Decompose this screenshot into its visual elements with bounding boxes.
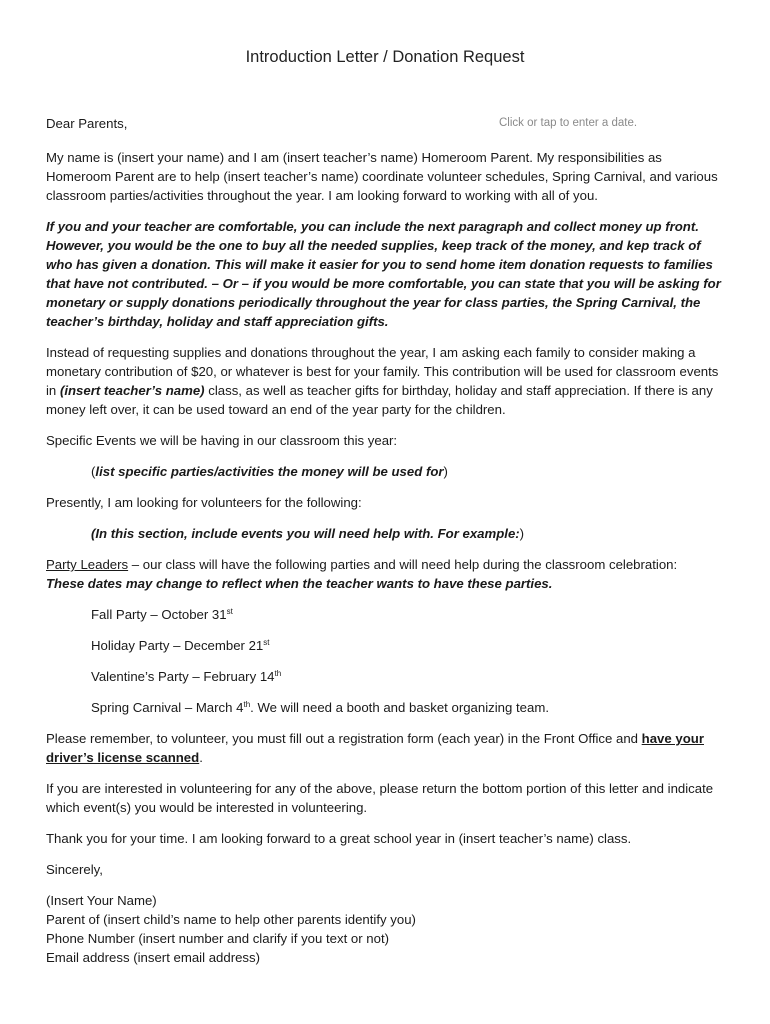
instruction-note: If you and your teacher are comfortable, you can include the next paragraph and collect money up front. However, you would be the one to buy all the needed supplies, keep track of the money, and kep track of who has given a donation. This will make it easier for you to send home item donation requests to families that have not contributed. – Or – if you would be more comfortable, you can state that you will be asking for monetary or supply donations periodically throughout the year for class parties, the Spring Carnival, the teacher’s birthday, holiday and staff appreciation gifts. [46,219,721,329]
party-item-suffix: th [243,700,251,709]
request-text-2: class, as well as teacher gifts for birthday, holiday and staff appreciation. If there is any money left over, it can be used toward an end of the year party for the children. [46,383,713,417]
teacher-name-placeholder: (insert teacher’s name) [59,383,205,398]
thanks-paragraph: Thank you for your time. I am looking forward to a great school year in (insert teacher’s name) class. [46,831,632,846]
party-leaders-text: – our class will have the following parties and will need help during the classroom celebration: [128,557,678,572]
party-item-text: Valentine’s Party – February 14 [91,669,275,684]
party-item-suffix: st [263,638,270,647]
signature-parent-of: Parent of (insert child’s name to help other parents identify you) [46,912,416,927]
interest-paragraph: If you are interested in volunteering for any of the above, please return the bottom portion of this letter and indicate which event(s) you would be interested in volunteering. [46,781,714,815]
donation-request-paragraph [46,343,722,419]
party-item-text: Holiday Party – December 21 [91,638,264,653]
letter-body [46,148,722,967]
date-picker-field[interactable]: Click or tap to enter a date. [499,117,638,129]
events-close-paren: ) [443,464,448,479]
volunteers-close-paren: ) [519,526,525,541]
party-item-suffix: st [226,607,233,616]
reminder-text-1: Please remember, to volunteer, you must fill out a registration form (each year) in the Front Office and [46,731,642,746]
events-list-placeholder [46,462,722,481]
party-item-text: Fall Party – October 31 [91,607,227,622]
events-intro: Specific Events we will be having in our classroom this year: [46,433,398,448]
reminder-paragraph [46,729,722,767]
intro-paragraph: My name is (insert your name) and I am (insert teacher’s name) Homeroom Parent. My responsibilities as Homeroom Parent are to help (insert teacher’s name) coordinate volunteer schedules, Spring Carnival, and various classroom parties/activities throughout the year. I am looking forward to working with all of you. [46,150,718,203]
volunteers-placeholder [46,524,722,543]
party-item [46,605,722,624]
salutation: Dear Parents, [46,116,128,131]
party-item [46,667,722,686]
events-item: list specific parties/activities the money will be used for [95,464,444,479]
party-leaders-paragraph [46,555,722,593]
party-item-text: Spring Carnival – March 4 [91,700,244,715]
signature-name: (Insert Your Name) [46,893,157,908]
reminder-emphasis: have your driver’s license scanned [46,731,704,765]
events-open-paren: ( [91,464,96,479]
signature-email: Email address (insert email address) [46,950,261,965]
volunteers-item: (In this section, include events you will need help with. For example: [91,526,520,541]
party-item-extra: . We will need a booth and basket organizing team. [250,700,549,715]
reminder-text-2: . [199,750,203,765]
party-leaders-note: These dates may change to reflect when the teacher wants to have these parties. [46,576,553,591]
request-text-1: Instead of requesting supplies and donations throughout the year, I am asking each family to consider making a monetary contribution of $20, or whatever is best for your family. This contribution will be used for classroom events in [46,345,719,398]
closing: Sincerely, [46,862,103,877]
party-item [46,636,722,655]
document-title: Introduction Letter / Donation Request [245,48,525,66]
party-leaders-heading: Party Leaders [46,557,129,572]
signature-block [46,891,722,967]
signature-phone: Phone Number (insert number and clarify if you text or not) [46,931,390,946]
party-item-suffix: th [274,669,282,678]
party-item [46,698,722,717]
volunteers-intro: Presently, I am looking for volunteers for the following: [46,495,362,510]
